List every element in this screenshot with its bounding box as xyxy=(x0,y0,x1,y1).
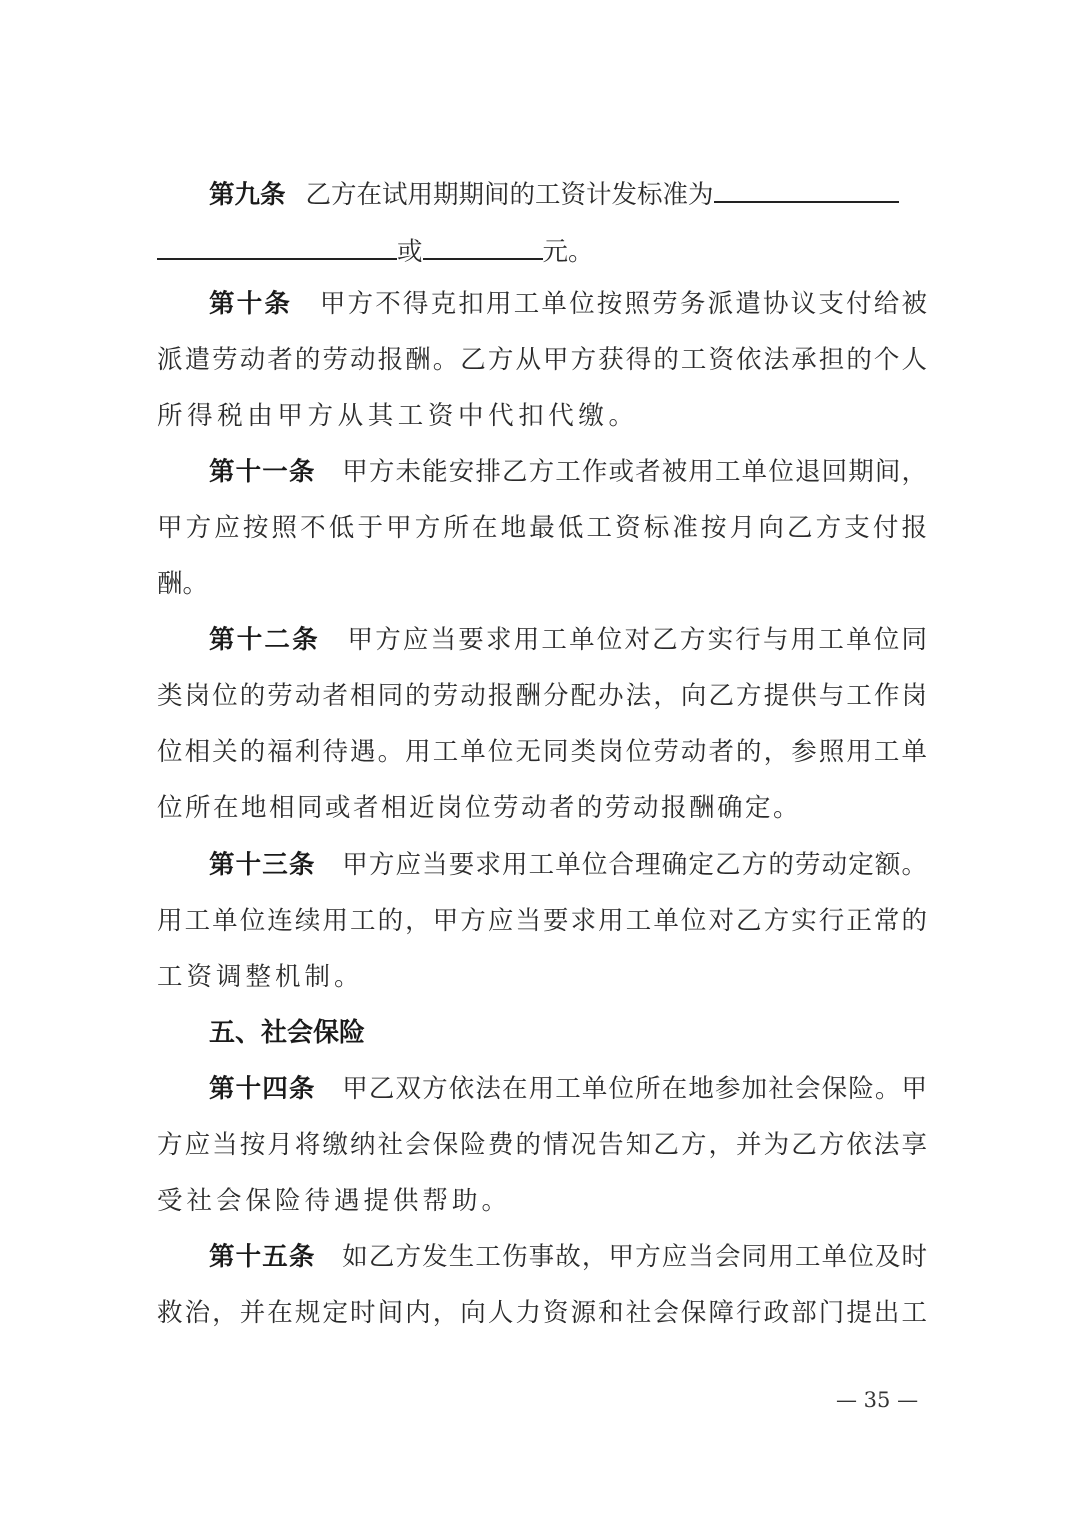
article-12-line-3: 位相关的福利待遇。用工单位无同类岗位劳动者的，参照用工单 xyxy=(157,737,927,767)
wage-blank-1 xyxy=(714,171,899,203)
article-9-title: 第九条 xyxy=(209,180,286,210)
article-13-text-1: 甲方应当要求用工单位合理确定乙方的劳动定额。 xyxy=(342,850,927,880)
article-10-text-1: 甲方不得克扣用工单位按照劳务派遣协议支付给被 xyxy=(319,289,927,319)
article-14-text-1: 甲乙双方依法在用工单位所在地参加社会保险。甲 xyxy=(342,1074,927,1104)
article-9-or: 或 xyxy=(397,237,423,267)
article-14-line-3: 受社会保险待遇提供帮助。 xyxy=(157,1186,512,1216)
article-11-line-3: 酬。 xyxy=(157,569,209,599)
article-14-title: 第十四条 xyxy=(209,1074,316,1104)
article-10-line-1 xyxy=(209,284,927,324)
wage-blank-2 xyxy=(157,228,397,260)
article-12-text-1: 甲方应当要求用工单位对乙方实行与用工单位同 xyxy=(347,625,927,655)
article-14-line-2: 方应当按月将缴纳社会保险费的情况告知乙方，并为乙方依法享 xyxy=(157,1130,927,1160)
article-13-line-1 xyxy=(209,845,927,885)
article-9-text: 乙方在试用期期间的工资计发标准为 xyxy=(305,180,714,210)
article-13-title: 第十三条 xyxy=(209,850,316,880)
article-11-title: 第十一条 xyxy=(209,457,316,487)
article-12-line-4: 位所在地相同或者相近岗位劳动者的劳动报酬确定。 xyxy=(157,793,802,823)
article-12-line-1 xyxy=(209,620,927,660)
article-10-line-2: 派遣劳动者的劳动报酬。乙方从甲方获得的工资依法承担的个人 xyxy=(157,345,927,375)
article-13-line-3: 工资调整机制。 xyxy=(157,962,364,992)
article-9-line-2 xyxy=(157,228,927,268)
article-9-line-1 xyxy=(209,171,927,211)
article-9-unit: 元。 xyxy=(542,237,594,267)
article-15-text-1: 如乙方发生工伤事故，甲方应当会同用工单位及时 xyxy=(342,1242,927,1272)
article-11-line-2: 甲方应按照不低于甲方所在地最低工资标准按月向乙方支付报 xyxy=(157,513,927,543)
wage-blank-3 xyxy=(423,228,543,260)
article-14-line-1 xyxy=(209,1069,927,1109)
article-15-line-2: 救治，并在规定时间内，向人力资源和社会保障行政部门提出工 xyxy=(157,1298,927,1328)
article-12-title: 第十二条 xyxy=(209,625,320,655)
article-11-line-1 xyxy=(209,452,927,492)
article-10-line-3: 所得税由甲方从其工资中代扣代缴。 xyxy=(157,401,639,431)
article-10-title: 第十条 xyxy=(209,289,293,319)
article-12-line-2: 类岗位的劳动者相同的劳动报酬分配办法，向乙方提供与工作岗 xyxy=(157,681,927,711)
article-15-title: 第十五条 xyxy=(209,1242,316,1272)
article-11-text-1: 甲方未能安排乙方工作或者被用工单位退回期间， xyxy=(342,457,927,487)
page-number: — 35 — xyxy=(836,1388,919,1412)
article-13-line-2: 用工单位连续用工的，甲方应当要求用工单位对乙方实行正常的 xyxy=(157,906,927,936)
article-15-line-1 xyxy=(209,1237,927,1277)
section-heading-social-insurance: 五、社会保险 xyxy=(209,1018,366,1048)
